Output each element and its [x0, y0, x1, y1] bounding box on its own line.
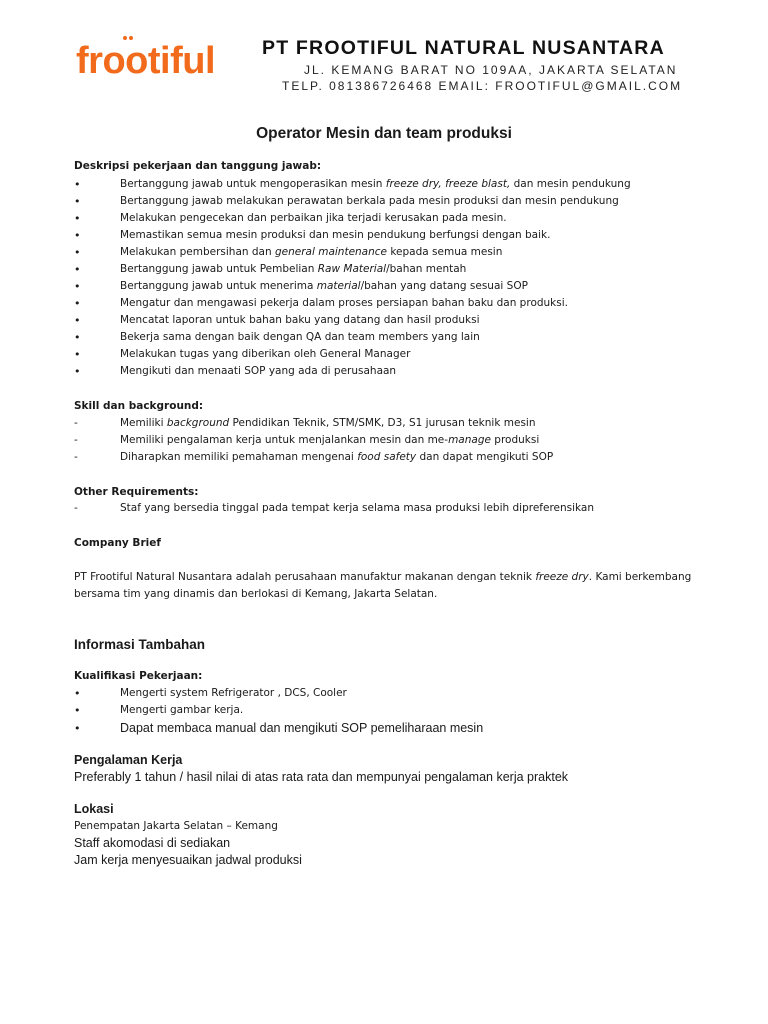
- qualifications-heading: Kualifikasi Pekerjaan:: [74, 670, 203, 682]
- bullet-icon: •: [74, 331, 81, 344]
- requirement-item-text: Staf yang bersedia tinggal pada tempat kerja selama masa produksi lebih dipreferensikan: [120, 502, 595, 514]
- job-description-item-text: Bertanggung jawab untuk Pembelian Raw Material/bahan mentah: [120, 263, 467, 275]
- bullet-icon: •: [74, 297, 81, 310]
- dash-icon: -: [74, 502, 78, 514]
- experience-text: Preferably 1 tahun / hasil nilai di atas rata rata dan mempunyai pengalaman kerja praktek: [74, 770, 569, 784]
- job-description-item-text: Bertanggung jawab melakukan perawatan berkala pada mesin produksi dan mesin pendukung: [120, 195, 619, 207]
- dash-icon: -: [74, 451, 78, 463]
- company-contact: TELP. 081386726468 EMAIL: FROOTIFUL@GMAIL.COM: [282, 79, 683, 93]
- skill-item-text: Memiliki pengalaman kerja untuk menjalankan mesin dan me-manage produksi: [120, 434, 540, 446]
- job-description-item-text: Bekerja sama dengan baik dengan QA dan team members yang lain: [120, 331, 480, 343]
- company-brief-heading: Company Brief: [74, 537, 161, 549]
- dash-icon: -: [74, 434, 78, 446]
- bullet-icon: •: [74, 229, 81, 242]
- additional-info-heading: Informasi Tambahan: [74, 637, 206, 652]
- logo-leaf-icon: [122, 35, 134, 41]
- company-address: JL. KEMANG BARAT NO 109AA, JAKARTA SELATAN: [304, 63, 678, 77]
- company-brief-text: PT Frootiful Natural Nusantara adalah perusahaan manufaktur makanan dengan teknik freeze dry. Kami berkembang bersama tim yang dinamis dan berlokasi di Kemang, Jakarta Selatan.: [74, 571, 692, 600]
- bullet-icon: •: [74, 195, 81, 208]
- skill-item-text: Diharapkan memiliki pemahaman mengenai food safety dan dapat mengikuti SOP: [120, 451, 554, 463]
- job-description-item-text: Mengikuti dan menaati SOP yang ada di perusahaan: [120, 365, 397, 377]
- bullet-icon: •: [74, 314, 81, 327]
- bullet-icon: •: [74, 212, 81, 225]
- bullet-icon: •: [74, 280, 81, 293]
- job-description-item-text: Bertanggung jawab untuk mengoperasikan mesin freeze dry, freeze blast, dan mesin pendukung: [120, 178, 631, 190]
- location-line: Penempatan Jakarta Selatan – Kemang: [74, 820, 278, 832]
- job-description-item-text: Melakukan pembersihan dan general maintenance kepada semua mesin: [120, 246, 503, 258]
- bullet-icon: •: [74, 178, 81, 191]
- skill-item-text: Memiliki background Pendidikan Teknik, STM/SMK, D3, S1 jurusan teknik mesin: [120, 417, 536, 429]
- location-line: Jam kerja menyesuaikan jadwal produksi: [74, 853, 302, 867]
- job-description-item-text: Memastikan semua mesin produksi dan mesin pendukung berfungsi dengan baik.: [120, 229, 551, 241]
- other-requirements-heading: Other Requirements:: [74, 486, 199, 498]
- company-logo: frootiful: [76, 40, 216, 82]
- qualification-item-text: Mengerti system Refrigerator , DCS, Cooler: [120, 687, 347, 699]
- location-line: Staff akomodasi di sediakan: [74, 836, 231, 850]
- bullet-icon: •: [74, 348, 81, 361]
- experience-heading: Pengalaman Kerja: [74, 753, 183, 767]
- skills-heading: Skill dan background:: [74, 400, 204, 412]
- bullet-icon: •: [74, 365, 81, 378]
- bullet-icon: •: [74, 246, 81, 259]
- company-name: PT FROOTIFUL NATURAL NUSANTARA: [262, 37, 665, 59]
- job-description-item-text: Mengatur dan mengawasi pekerja dalam proses persiapan bahan baku dan produksi.: [120, 297, 568, 309]
- bullet-icon: •: [74, 704, 81, 717]
- job-description-item-text: Mencatat laporan untuk bahan baku yang datang dan hasil produksi: [120, 314, 480, 326]
- dash-icon: -: [74, 417, 78, 429]
- page-title: Operator Mesin dan team produksi: [256, 125, 512, 142]
- letterhead: [0, 0, 768, 110]
- bullet-icon: •: [74, 263, 81, 276]
- job-description-heading: Deskripsi pekerjaan dan tanggung jawab:: [74, 160, 322, 172]
- job-description-item-text: Bertanggung jawab untuk menerima material/bahan yang datang sesuai SOP: [120, 280, 528, 292]
- bullet-icon: •: [74, 687, 81, 700]
- qualification-item-text: Dapat membaca manual dan mengikuti SOP pemeliharaan mesin: [120, 721, 484, 735]
- job-description-item-text: Melakukan tugas yang diberikan oleh General Manager: [120, 348, 411, 360]
- bullet-icon: •: [74, 722, 81, 735]
- job-description-item-text: Melakukan pengecekan dan perbaikan jika terjadi kerusakan pada mesin.: [120, 212, 507, 224]
- location-heading: Lokasi: [74, 802, 114, 816]
- qualification-item-text: Mengerti gambar kerja.: [120, 704, 244, 716]
